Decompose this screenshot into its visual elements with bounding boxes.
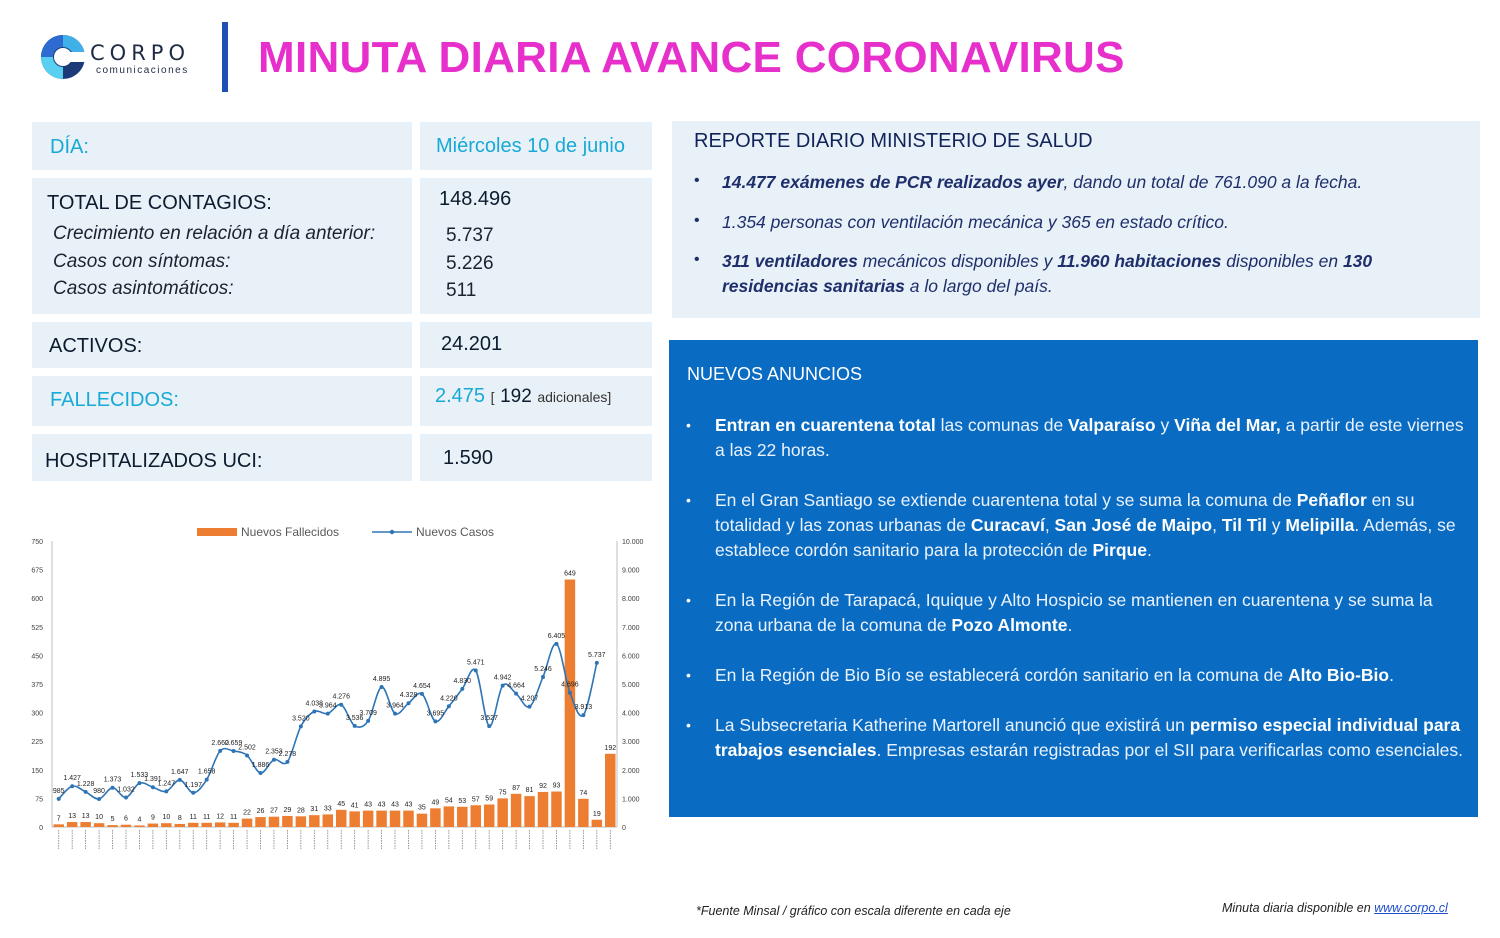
bar-label: 87 xyxy=(512,784,521,792)
bar-fallecidos xyxy=(390,811,400,827)
bar-label: 43 xyxy=(377,801,386,809)
bar-fallecidos xyxy=(524,796,534,827)
anuncio-tarapaca xyxy=(715,588,1467,638)
line-point xyxy=(245,753,249,757)
line-label: 3.536 xyxy=(345,714,364,722)
bar-fallecidos xyxy=(578,799,588,827)
bar-label: 49 xyxy=(431,799,440,807)
bar-fallecidos xyxy=(228,823,238,827)
asintomaticos-value: 511 xyxy=(446,280,477,301)
asintomaticos-label: Casos asintomáticos: xyxy=(53,278,234,299)
bar-fallecidos xyxy=(336,810,346,827)
reporte-item-pcr-bold: 14.477 exámenes de PCR realizados ayer xyxy=(722,172,1064,192)
text: La Subsecretaria Katherine Martorell anunció que existirá un xyxy=(715,715,1190,735)
line-label: 3.695 xyxy=(426,710,445,718)
text: , xyxy=(1212,515,1222,535)
bar-label: 11 xyxy=(203,813,211,821)
y-left-tick-label: 600 xyxy=(31,596,43,604)
bar-label: 13 xyxy=(81,813,90,821)
bold-text: Curacaví xyxy=(970,515,1045,535)
bar-label: 11 xyxy=(229,813,238,821)
anuncios-title: NUEVOS ANUNCIOS xyxy=(687,364,863,384)
bold-text: Entran en cuarentena total xyxy=(715,415,936,435)
bar-label: 92 xyxy=(539,782,547,790)
line-point xyxy=(474,669,478,673)
bar-label: 59 xyxy=(485,795,494,803)
bold-text: San José de Maipo xyxy=(1054,515,1213,535)
bar-label: 11 xyxy=(189,813,197,821)
uci-value: 1.590 xyxy=(443,447,494,469)
y-left-tick-label: 450 xyxy=(31,653,43,661)
line-point xyxy=(57,797,61,801)
line-label: 2.659 xyxy=(224,739,243,747)
bar-label: 27 xyxy=(270,807,278,815)
bar-fallecidos xyxy=(269,817,279,827)
line-label: 1.247 xyxy=(157,780,176,788)
bold-text: 130 residencias sanitarias xyxy=(722,251,1373,296)
line-point xyxy=(191,791,195,795)
bar-fallecidos xyxy=(242,819,252,827)
line-point xyxy=(393,712,397,716)
y-right-tick-label: 10.000 xyxy=(622,539,644,546)
text: y xyxy=(1266,515,1286,535)
line-point xyxy=(164,789,168,793)
bar-fallecidos xyxy=(148,824,158,827)
bar-label: 41 xyxy=(350,802,359,810)
fallecidos-value-line xyxy=(435,385,611,408)
text: En la Región de Tarapacá, Iquique y Alto Hospicio se mantienen en cuarentena y se suma la zona urbana de la comuna de xyxy=(715,590,1433,635)
bar-fallecidos xyxy=(430,808,440,827)
header-divider xyxy=(222,22,228,92)
y-right-tick-label: 4.000 xyxy=(622,710,640,718)
bar-fallecidos xyxy=(201,823,211,827)
line-label: 3.527 xyxy=(480,715,498,723)
bar-fallecidos xyxy=(296,816,306,827)
line-label: 4.207 xyxy=(520,695,539,703)
bar-label: 4 xyxy=(137,816,142,824)
text: disponibles en xyxy=(1221,251,1343,271)
line-point xyxy=(178,778,182,782)
line-label: 4.942 xyxy=(493,674,512,682)
y-right-tick-label: 6.000 xyxy=(622,653,640,661)
line-label: 4.038 xyxy=(305,700,324,708)
text: En la Región de Bio Bío se establecerá cordón sanitario en la comuna de xyxy=(715,665,1288,685)
bullet-icon: • xyxy=(686,592,691,608)
line-label: 5.471 xyxy=(466,659,485,667)
line-label: 1.391 xyxy=(144,776,162,784)
bar-fallecidos xyxy=(161,823,171,827)
text: , xyxy=(1044,515,1055,535)
y-left-tick-label: 225 xyxy=(31,739,43,747)
line-point xyxy=(581,713,585,717)
bar-label: 43 xyxy=(404,801,413,809)
fuente-note: *Fuente Minsal / gráfico con escala diferente en cada eje xyxy=(696,904,1011,918)
bullet-icon: • xyxy=(694,172,700,189)
legend-casos: Nuevos Casos xyxy=(416,525,495,539)
bar-label: 6 xyxy=(124,815,128,823)
bar-label: 5 xyxy=(110,816,115,824)
line-point xyxy=(84,790,88,794)
reporte-title: REPORTE DIARIO MINISTERIO DE SALUD xyxy=(694,130,1093,152)
bar-fallecidos xyxy=(592,820,602,827)
line-point xyxy=(218,749,222,753)
line-label: 985 xyxy=(52,787,65,795)
crecimiento-value: 5.737 xyxy=(446,225,494,246)
bar-label: 26 xyxy=(256,808,265,816)
activos-label: ACTIVOS: xyxy=(49,335,143,357)
text: en su totalidad y las zonas urbanas de xyxy=(715,490,1415,535)
bar-fallecidos xyxy=(255,817,265,827)
minuta-text: Minuta diaria disponible en xyxy=(1222,901,1375,915)
y-right-tick-label: 2.000 xyxy=(622,767,640,775)
bar-fallecidos xyxy=(188,823,198,827)
bullet-icon: • xyxy=(686,492,691,508)
bar-fallecidos xyxy=(551,792,561,827)
bar-fallecidos xyxy=(376,811,386,827)
line-point xyxy=(299,724,303,728)
reporte-item-ventilacion: 1.354 personas con ventilación mecánica y 365 en estado crítico. xyxy=(722,212,1229,232)
bar-fallecidos xyxy=(349,811,359,827)
line-point xyxy=(595,661,599,665)
y-left-tick-label: 525 xyxy=(31,624,43,632)
y-left-tick-label: 675 xyxy=(31,567,43,575)
fallecidos-label: FALLECIDOS: xyxy=(50,389,179,411)
corpo-link[interactable]: www.corpo.cl xyxy=(1374,901,1448,915)
bar-label: 28 xyxy=(296,807,305,815)
text: . xyxy=(1146,540,1152,560)
bar-label: 45 xyxy=(337,800,346,808)
corpo-logo-icon xyxy=(38,32,88,82)
bar-label: 43 xyxy=(391,801,399,809)
bar-fallecidos xyxy=(538,792,548,827)
line-point xyxy=(151,785,155,789)
bar-label: 8 xyxy=(177,814,182,822)
bar-fallecidos xyxy=(94,823,104,827)
bar-fallecidos xyxy=(67,822,77,827)
bullet-icon: • xyxy=(686,417,691,433)
bar-label: 75 xyxy=(498,789,507,797)
text: las comunas de xyxy=(935,415,1069,435)
y-right-tick-label: 1.000 xyxy=(622,796,640,804)
y-right-tick-label: 5.000 xyxy=(622,682,640,689)
activos-value: 24.201 xyxy=(441,333,503,355)
bold-text: Viña del Mar, xyxy=(1174,415,1281,435)
legend-bar-swatch xyxy=(197,528,237,536)
line-point xyxy=(205,778,209,782)
text: . Empresas estarán registradas por el SII para verificarlas como esenciales. xyxy=(876,740,1463,760)
bar-label: 31 xyxy=(310,806,319,814)
line-label: 6.405 xyxy=(547,632,566,640)
bar-label: 53 xyxy=(458,797,467,805)
bold-text: permiso especial individual para trabajos esenciales xyxy=(715,715,1461,760)
y-left-tick-label: 750 xyxy=(31,539,43,546)
anuncio-biobio xyxy=(715,663,1467,688)
page-title: MINUTA DIARIA AVANCE CORONAVIRUS xyxy=(258,33,1125,82)
bar-fallecidos xyxy=(80,822,90,827)
line-point xyxy=(232,749,236,753)
sintomas-value: 5.226 xyxy=(446,253,494,274)
line-point xyxy=(447,704,451,708)
line-label: 4.664 xyxy=(507,682,525,690)
bar-label: 19 xyxy=(592,810,601,818)
line-point xyxy=(501,684,505,688)
bar-fallecidos xyxy=(457,807,467,827)
bar-label: 9 xyxy=(150,814,155,822)
line-label: 3.964 xyxy=(386,702,404,710)
line-point xyxy=(259,771,263,775)
bar-fallecidos xyxy=(403,811,413,827)
anuncio-permiso xyxy=(715,713,1467,763)
bold-text: Melipilla xyxy=(1285,515,1355,535)
y-left-tick-label: 375 xyxy=(31,682,43,689)
line-point xyxy=(285,760,289,764)
bar-label: 33 xyxy=(323,805,332,813)
y-left-tick-label: 300 xyxy=(31,710,43,718)
fallecidos-adicionales-value: 192 xyxy=(500,386,532,407)
bar-label: 81 xyxy=(525,787,534,795)
bar-label: 43 xyxy=(364,801,373,809)
line-label: 4.830 xyxy=(453,677,472,685)
bar-fallecidos xyxy=(497,798,507,827)
line-label: 1.228 xyxy=(76,780,95,788)
line-point xyxy=(514,692,518,696)
bold-text: Til Til xyxy=(1221,515,1267,535)
fallecidos-bracket: [ xyxy=(490,389,495,405)
y-right-tick-label: 0 xyxy=(622,825,626,832)
line-label: 980 xyxy=(93,787,105,795)
line-label: 1.427 xyxy=(63,775,81,783)
reporte-item-pcr-text: , dando un total de 761.090 a la fecha. xyxy=(1063,172,1363,192)
bar-fallecidos xyxy=(417,814,427,827)
text: . xyxy=(1067,615,1073,635)
bar-fallecidos xyxy=(309,815,319,827)
bold-text: Alto Bio-Bio xyxy=(1288,665,1390,685)
casos-fallecidos-chart xyxy=(22,520,662,880)
anuncio-santiago xyxy=(715,488,1467,563)
dia-value: Miércoles 10 de junio xyxy=(436,135,625,157)
text: a lo largo del país. xyxy=(904,276,1053,296)
bold-text: Pozo Almonte xyxy=(951,615,1068,635)
bullet-icon: • xyxy=(694,251,700,268)
line-point xyxy=(380,685,384,689)
bar-label: 57 xyxy=(471,796,480,804)
line-point xyxy=(541,675,545,679)
line-label: 5.246 xyxy=(534,665,552,673)
bar-fallecidos xyxy=(53,824,63,827)
bar-label: 54 xyxy=(444,797,453,805)
total-contagios-value: 148.496 xyxy=(439,188,512,210)
line-label: 3.964 xyxy=(319,702,337,710)
corpo-logo xyxy=(38,32,208,88)
total-contagios-label: TOTAL DE CONTAGIOS: xyxy=(47,192,272,214)
y-right-tick-label: 8.000 xyxy=(622,596,640,604)
line-label: 1.197 xyxy=(184,781,203,789)
text: mecánicos disponibles y xyxy=(857,251,1058,271)
line-point xyxy=(124,795,128,799)
bar-fallecidos xyxy=(215,822,225,827)
y-right-tick-label: 3.000 xyxy=(622,739,640,747)
line-label: 3.913 xyxy=(574,704,593,712)
line-point xyxy=(137,781,141,785)
line-label: 4.895 xyxy=(372,676,391,684)
line-point xyxy=(568,691,572,695)
bar-fallecidos xyxy=(175,824,185,827)
line-point xyxy=(528,705,532,709)
bold-text: 11.960 habitaciones xyxy=(1057,251,1222,271)
bold-text: 311 ventiladores xyxy=(722,251,858,271)
bold-text: Peñaflor xyxy=(1296,490,1367,510)
bullet-icon: • xyxy=(686,717,691,733)
line-point xyxy=(487,724,491,728)
bold-text: Valparaíso xyxy=(1068,415,1156,435)
line-label: 4.220 xyxy=(440,695,458,703)
line-label: 4.328 xyxy=(399,692,418,700)
bar-label: 7 xyxy=(56,815,61,823)
line-label: 3.520 xyxy=(292,715,310,723)
crecimiento-label: Crecimiento en relación a día anterior: xyxy=(53,223,376,244)
bar-label: 22 xyxy=(243,809,251,817)
line-point xyxy=(433,719,437,723)
bar-label: 29 xyxy=(283,806,292,814)
bullet-icon: • xyxy=(686,667,691,683)
line-point xyxy=(353,724,357,728)
uci-label: HOSPITALIZADOS UCI: xyxy=(45,450,263,472)
bar-fallecidos xyxy=(282,816,292,827)
line-point xyxy=(111,786,115,790)
anuncio-valparaiso xyxy=(715,413,1467,463)
line-point xyxy=(366,719,370,723)
line-point xyxy=(554,642,558,646)
line-label: 1.533 xyxy=(130,772,149,780)
legend-line-marker xyxy=(390,530,394,534)
y-right-tick-label: 9.000 xyxy=(622,567,640,575)
logo-subtitle: comunicaciones xyxy=(96,65,189,76)
y-left-tick-label: 75 xyxy=(35,796,43,804)
line-point xyxy=(406,701,410,705)
legend-fallecidos: Nuevos Fallecidos xyxy=(241,525,340,539)
bar-label: 10 xyxy=(95,814,103,822)
fallecidos-adicionales-label: adicionales] xyxy=(537,389,612,405)
bar-fallecidos xyxy=(363,811,373,827)
line-label: 1.886 xyxy=(251,762,270,770)
y-right-tick-label: 7.000 xyxy=(622,624,640,632)
fallecidos-value: 2.475 xyxy=(435,385,486,407)
line-label: 2.278 xyxy=(278,750,297,758)
y-left-tick-label: 0 xyxy=(39,825,43,832)
bar-label: 93 xyxy=(552,782,561,790)
line-point xyxy=(97,797,101,801)
line-point xyxy=(339,703,343,707)
line-point xyxy=(272,758,276,762)
bar-fallecidos xyxy=(484,805,494,827)
text: y xyxy=(1155,415,1175,435)
line-point xyxy=(312,710,316,714)
line-label: 3.709 xyxy=(359,709,377,717)
bar-label: 10 xyxy=(162,814,171,822)
bar-label: 649 xyxy=(564,570,576,578)
bar-label: 12 xyxy=(216,813,225,821)
line-label: 2.353 xyxy=(265,748,283,756)
dia-label: DÍA: xyxy=(50,136,89,158)
text: . xyxy=(1389,665,1394,685)
bar-fallecidos xyxy=(323,814,333,827)
line-label: 2.502 xyxy=(238,744,256,752)
line-label: 1.373 xyxy=(103,776,122,784)
line-point xyxy=(460,687,464,691)
reporte-item-ventiladores xyxy=(722,249,1452,299)
dia-label-cell xyxy=(32,122,412,170)
logo-word: CORPO xyxy=(90,41,190,65)
bar-fallecidos xyxy=(134,825,144,827)
bar-fallecidos xyxy=(511,794,521,827)
bar-label: 74 xyxy=(579,789,588,797)
line-point xyxy=(70,784,74,788)
bullet-icon: • xyxy=(694,212,700,229)
line-point xyxy=(326,712,330,716)
line-label: 1.658 xyxy=(197,768,216,776)
line-label: 1.032 xyxy=(117,786,135,794)
bar-fallecidos xyxy=(107,825,117,827)
bar-fallecidos xyxy=(471,805,481,827)
line-label: 4.276 xyxy=(332,693,350,701)
bar-fallecidos xyxy=(605,754,615,827)
bar-label: 13 xyxy=(68,813,77,821)
text: En el Gran Santiago se extiende cuarentena total y se suma la comuna de xyxy=(715,490,1297,510)
line-label: 4.696 xyxy=(561,681,579,689)
reporte-item-pcr xyxy=(722,170,1452,195)
line-label: 4.654 xyxy=(413,682,431,690)
y-left-tick-label: 150 xyxy=(31,767,43,775)
bar-fallecidos xyxy=(444,806,454,827)
text: . Además, se establece cordón sanitario para la protección de xyxy=(715,515,1456,560)
line-label: 1.647 xyxy=(171,768,189,776)
line-point xyxy=(420,692,424,696)
line-label: 2.660 xyxy=(211,739,229,747)
bar-label: 192 xyxy=(604,744,617,752)
bar-label: 35 xyxy=(418,804,426,812)
sintomas-label: Casos con síntomas: xyxy=(53,251,231,272)
minuta-note xyxy=(1222,901,1448,915)
text: a partir de este viernes a las 22 horas. xyxy=(715,415,1464,460)
line-label: 5.737 xyxy=(588,651,606,659)
bold-text: Pirque xyxy=(1092,540,1147,560)
bar-fallecidos xyxy=(121,825,131,827)
